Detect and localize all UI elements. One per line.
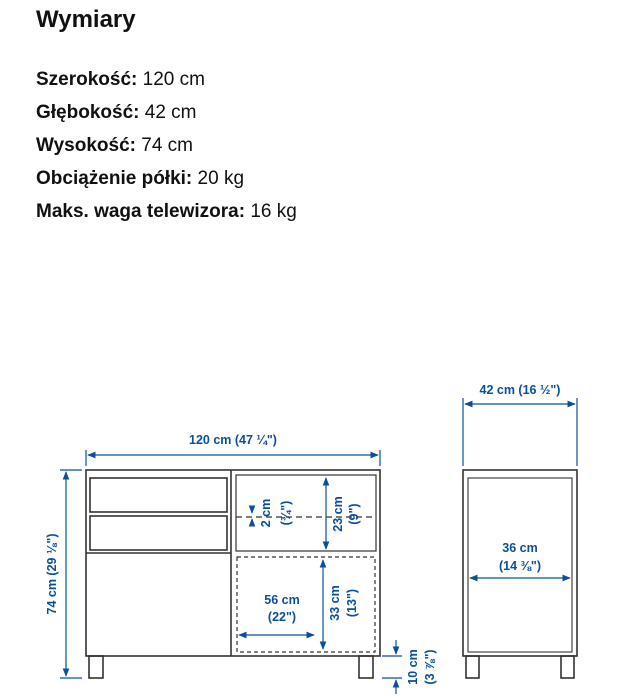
spec-label: Maks. waga telewizora: [36, 201, 246, 222]
spec-value: 42 cm [144, 102, 197, 123]
label-shelf-height-cm: 23 cm [331, 496, 345, 532]
spec-value: 74 cm [141, 135, 193, 156]
page-title: Wymiary [36, 6, 136, 33]
drawer-upper [90, 478, 227, 512]
spec-label: Głębokość: [36, 102, 140, 123]
label-side-inner-in: (14 ⅜") [498, 559, 542, 573]
label-gap-in: (¾") [279, 500, 293, 526]
label-width: 120 cm (47 ¼") [189, 433, 277, 447]
dim-height [45, 470, 82, 678]
leg-left [89, 656, 103, 678]
drawer-lower [90, 516, 227, 550]
label-inner-width-cm: 56 cm [264, 593, 300, 607]
label-inner-height-cm: 33 cm [328, 585, 342, 621]
label-inner-width-in: (22") [267, 610, 297, 624]
dim-width [86, 433, 380, 466]
spec-value: 20 kg [197, 168, 245, 189]
dim-gap [252, 499, 293, 528]
side-view [463, 470, 577, 678]
label-leg-height-in: (3 ⅞") [423, 649, 437, 685]
dim-shelf-height [326, 478, 361, 549]
label-leg-height-cm: 10 cm [406, 649, 420, 685]
label-gap-cm: 2 cm [259, 498, 273, 528]
dim-leg-height [382, 640, 437, 694]
dim-inner-width [239, 593, 314, 635]
label-side-inner-cm: 36 cm [502, 541, 538, 555]
spec-value: 16 kg [250, 201, 297, 222]
side-leg-back [561, 656, 574, 678]
label-height: 74 cm (29 ⅛") [45, 533, 59, 615]
label-depth: 42 cm (16 ½") [479, 383, 561, 397]
side-leg-front [466, 656, 479, 678]
dim-inner-height [323, 560, 359, 649]
dim-depth [463, 383, 577, 466]
spec-label: Szerokość: [36, 69, 138, 90]
label-inner-height-in: (13") [345, 588, 359, 618]
leg-right [359, 656, 373, 678]
label-shelf-height-in: (9") [347, 503, 361, 525]
dim-side-inner [470, 541, 570, 578]
spec-label: Obciążenie półki: [36, 168, 193, 189]
spec-value: 120 cm [142, 69, 205, 90]
spec-label: Wysokość: [36, 135, 136, 156]
